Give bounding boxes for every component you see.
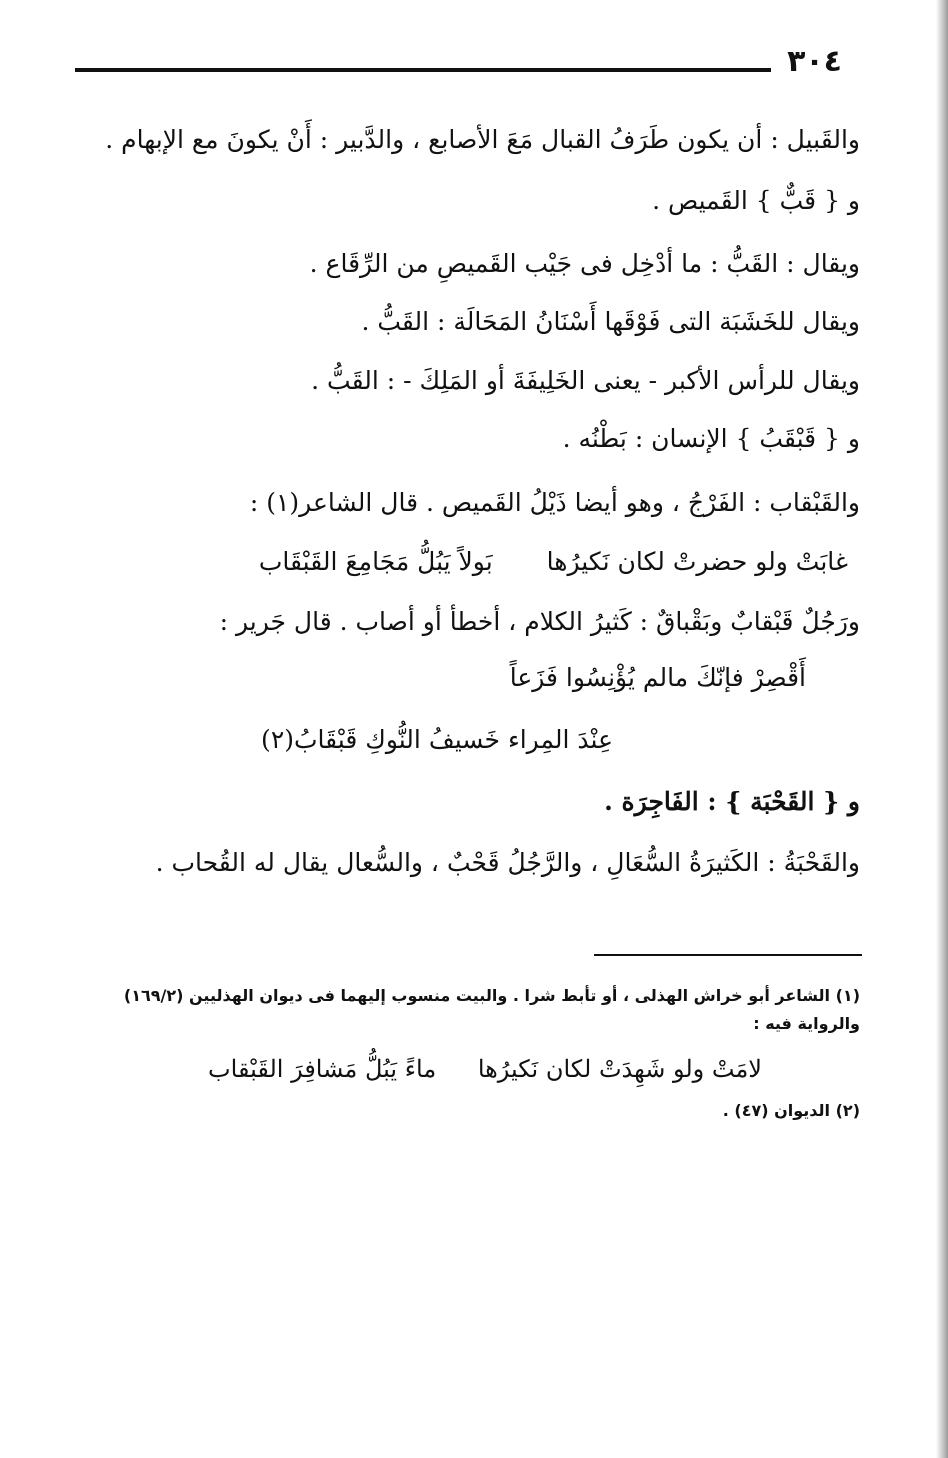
footnote-verse-second-hemistich: ماءً يَبُلُّ مَشافِرَ القَبْقاب bbox=[208, 1055, 437, 1083]
verse-1-first-hemistich: غابَتْ ولو حضرتْ لكان نَكيرُها bbox=[546, 547, 848, 576]
entry-qabb: و { قَبٌّ } القَميص . bbox=[652, 186, 860, 215]
text-line: ويقال للخَشَبَة التى فَوْقَها أَسْنَانُ المَحَالَة : القَبُّ . bbox=[361, 307, 860, 336]
page-number: ٣٠٤ bbox=[787, 44, 842, 79]
verse-1-second-hemistich: بَولاً يَبُلُّ مَجَامِعَ القَبْقَاب bbox=[258, 547, 493, 576]
text-line: ويقال للرأس الأكبر - يعنى الخَلِيفَةَ أو المَلِكَ - : القَبُّ . bbox=[311, 366, 860, 395]
footnote-verse-first-hemistich: لامَتْ ولو شَهِدَتْ لكان نَكيرُها bbox=[477, 1055, 762, 1083]
verse-2-first-hemistich: أَقْصِرْ فإنّكَ مالم يُؤْنِسُوا فَزَعاً bbox=[509, 663, 806, 692]
scanned-page-edge bbox=[936, 0, 948, 1458]
text-line: والقَبْقاب : الفَرْجُ ، وهو أيضا ذَيْلُ القَميص . قال الشاعر(١) : bbox=[249, 488, 860, 517]
footnote-1-verse bbox=[150, 1052, 762, 1086]
entry-qabqab: و { قَبْقَبُ } الإنسان : بَطْنُه . bbox=[562, 424, 860, 453]
header-rule bbox=[75, 68, 771, 72]
text-line: ويقال : القَبُّ : ما أدْخِل فى جَيْب القَميصِ من الرِّقَاع . bbox=[309, 249, 860, 278]
verse-1 bbox=[100, 544, 848, 580]
text-line: ورَجُلٌ قَبْقابٌ وبَقْباقٌ : كَثيرُ الكلام ، أخطأ أو أصاب . قال جَرير : bbox=[219, 607, 860, 636]
footnote-1: (١) الشاعر أبو خراش الهذلى ، أو تأبط شرا . والبيت منسوب إليهما فى ديوان الهذليين (١٦٩/٢) bbox=[123, 986, 860, 1005]
entry-qahba: و { القَحْبَة } : الفَاجِرَة . bbox=[604, 787, 860, 816]
footnote-2: (٢) الديوان (٤٧) . bbox=[722, 1101, 860, 1120]
verse-2-second-hemistich: عِنْدَ المِراء خَسيفُ النُّوكِ قَبْقَابُ(٢) bbox=[261, 725, 613, 754]
footnote-rule bbox=[594, 954, 862, 956]
text-line: والقَبيل : أن يكون طَرَفُ القبال مَعَ الأصابع ، والدَّبير : أَنْ يكونَ مع الإبهام . bbox=[105, 125, 860, 154]
footnote-1-continuation: والرواية فيه : bbox=[753, 1014, 860, 1033]
text-line: والقَحْبَةُ : الكَثيرَةُ السُّعَالِ ، والرَّجُلُ قَحْبٌ ، والسُّعال يقال له القُحاب . bbox=[155, 848, 860, 877]
